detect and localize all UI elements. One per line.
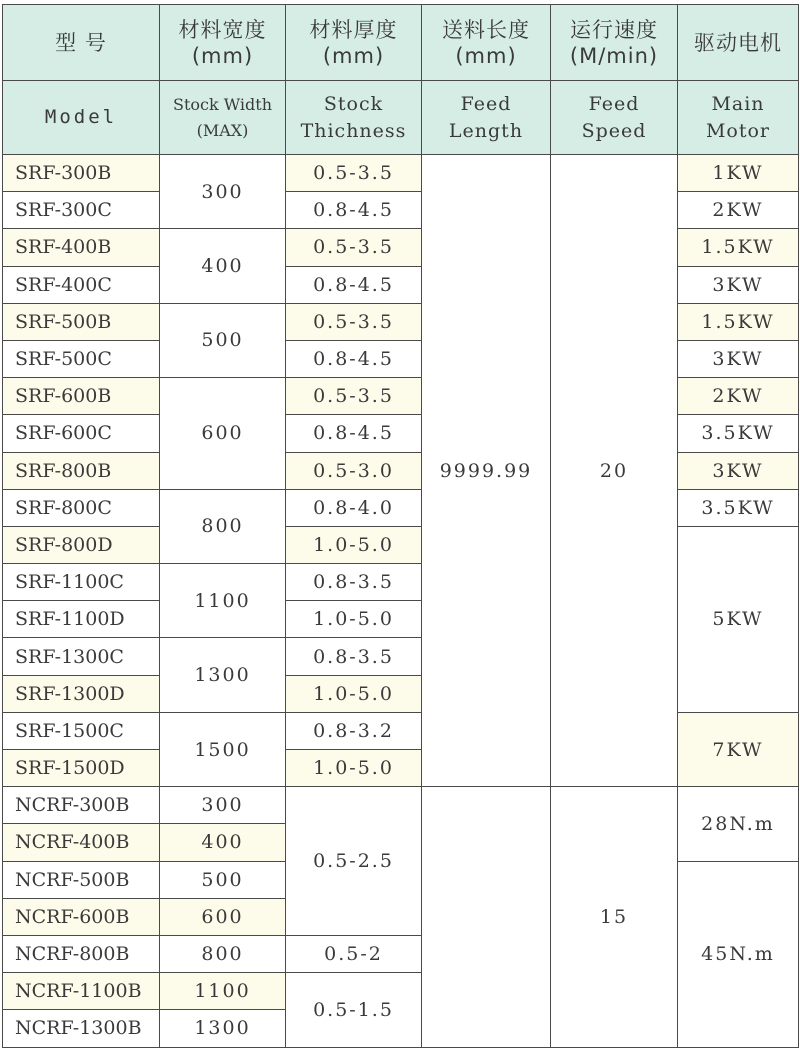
table-row bbox=[3, 526, 799, 563]
motor-cell: 28N.m bbox=[678, 787, 799, 861]
width-cn-unit: (mm) bbox=[191, 43, 254, 68]
motor-cell: 5KW bbox=[678, 526, 799, 712]
model-cell: SRF-600B bbox=[3, 378, 160, 415]
motor-cell: 3KW bbox=[678, 266, 799, 303]
model-cell: NCRF-800B bbox=[3, 935, 160, 972]
thickness-cell: 0.8-4.5 bbox=[286, 340, 422, 377]
table-row bbox=[3, 787, 799, 824]
width-en-label: Stock Width bbox=[172, 94, 273, 114]
width-cell: 800 bbox=[160, 489, 286, 563]
motor-cell: 2KW bbox=[678, 192, 799, 229]
thickness-cell: 0.8-4.5 bbox=[286, 192, 422, 229]
model-cell: NCRF-300B bbox=[3, 787, 160, 824]
feed-length-cell-empty bbox=[422, 787, 551, 1047]
spec-table bbox=[2, 4, 799, 1048]
model-cell: SRF-800C bbox=[3, 489, 160, 526]
thickness-cn-label: 材料厚度 bbox=[309, 17, 398, 42]
table-row bbox=[3, 378, 799, 415]
motor-en-label-1: Main bbox=[711, 92, 765, 115]
width-cell: 400 bbox=[160, 824, 286, 861]
width-cell: 400 bbox=[160, 229, 286, 303]
thickness-cell: 0.5-3.5 bbox=[286, 155, 422, 192]
model-cell: SRF-500B bbox=[3, 303, 160, 340]
header-feed-length-en bbox=[422, 81, 551, 155]
header-width-cn bbox=[160, 5, 286, 81]
table-row bbox=[3, 303, 799, 340]
model-cell: SRF-1300C bbox=[3, 638, 160, 675]
table-row bbox=[3, 340, 799, 377]
feed-length-cn-label: 送料长度 bbox=[442, 17, 530, 42]
model-cell: NCRF-400B bbox=[3, 824, 160, 861]
speed-cell: 15 bbox=[551, 787, 678, 1047]
width-cell: 1100 bbox=[160, 564, 286, 638]
model-cell: SRF-1500D bbox=[3, 750, 160, 787]
motor-cell: 3.5KW bbox=[678, 415, 799, 452]
thickness-cell: 0.5-2 bbox=[286, 935, 422, 972]
table-row bbox=[3, 489, 799, 526]
model-cell: SRF-1100C bbox=[3, 564, 160, 601]
thickness-cell: 0.8-3.2 bbox=[286, 712, 422, 749]
thickness-cell: 0.5-3.5 bbox=[286, 229, 422, 266]
header-row-en bbox=[3, 81, 799, 155]
motor-cell: 7KW bbox=[678, 712, 799, 786]
table-row bbox=[3, 192, 799, 229]
width-cell: 500 bbox=[160, 861, 286, 898]
header-model-en: Model bbox=[3, 81, 160, 155]
table-row bbox=[3, 415, 799, 452]
model-cell: SRF-500C bbox=[3, 340, 160, 377]
header-feed-length-cn bbox=[422, 5, 551, 81]
width-cell: 300 bbox=[160, 787, 286, 824]
width-cell: 600 bbox=[160, 378, 286, 490]
feed-length-en-label-2: Length bbox=[448, 119, 524, 142]
model-cell: SRF-800D bbox=[3, 526, 160, 563]
motor-cell: 1.5KW bbox=[678, 303, 799, 340]
thickness-cell: 0.8-3.5 bbox=[286, 564, 422, 601]
motor-cell: 45N.m bbox=[678, 861, 799, 1047]
model-cell: SRF-300B bbox=[3, 155, 160, 192]
width-cell: 800 bbox=[160, 935, 286, 972]
feed-length-cell: 9999.99 bbox=[422, 155, 551, 787]
width-cell: 600 bbox=[160, 898, 286, 935]
motor-cell: 3KW bbox=[678, 452, 799, 489]
model-cell: NCRF-500B bbox=[3, 861, 160, 898]
header-model-cn: 型 号 bbox=[3, 5, 160, 81]
model-cell: NCRF-1300B bbox=[3, 1010, 160, 1047]
table-row bbox=[3, 452, 799, 489]
header-width-en bbox=[160, 81, 286, 155]
motor-cell: 2KW bbox=[678, 378, 799, 415]
thickness-en-label-2: Thichness bbox=[300, 119, 407, 142]
thickness-cell: 1.0-5.0 bbox=[286, 750, 422, 787]
model-cell: SRF-800B bbox=[3, 452, 160, 489]
model-cell: SRF-400C bbox=[3, 266, 160, 303]
header-row-cn bbox=[3, 5, 799, 81]
header-thickness-cn bbox=[286, 5, 422, 81]
model-cell: NCRF-1100B bbox=[3, 973, 160, 1010]
table-row bbox=[3, 155, 799, 192]
width-cn-label: 材料宽度 bbox=[178, 17, 267, 42]
width-en-max: (MAX) bbox=[196, 120, 249, 140]
thickness-cell: 0.5-1.5 bbox=[286, 973, 422, 1047]
motor-en-label-2: Motor bbox=[705, 119, 771, 142]
header-thickness-en bbox=[286, 81, 422, 155]
thickness-cell: 0.8-4.5 bbox=[286, 266, 422, 303]
width-cell: 1300 bbox=[160, 1010, 286, 1047]
thickness-cell: 1.0-5.0 bbox=[286, 526, 422, 563]
thickness-cell: 1.0-5.0 bbox=[286, 675, 422, 712]
speed-cn-unit: (M/min) bbox=[569, 43, 659, 68]
thickness-cell: 0.5-3.5 bbox=[286, 303, 422, 340]
speed-en-label-1: Feed bbox=[588, 92, 640, 115]
thickness-cell: 0.5-3.0 bbox=[286, 452, 422, 489]
speed-en-label-2: Speed bbox=[581, 119, 647, 142]
model-cell: SRF-400B bbox=[3, 229, 160, 266]
speed-cn-label: 运行速度 bbox=[570, 17, 658, 42]
header-motor-en bbox=[678, 81, 799, 155]
model-cell: SRF-300C bbox=[3, 192, 160, 229]
width-cell: 300 bbox=[160, 155, 286, 229]
table-row bbox=[3, 229, 799, 266]
thickness-cell: 1.0-5.0 bbox=[286, 601, 422, 638]
width-cell: 1300 bbox=[160, 638, 286, 712]
thickness-cell: 0.8-4.5 bbox=[286, 415, 422, 452]
model-cell: SRF-1100D bbox=[3, 601, 160, 638]
speed-cell: 20 bbox=[551, 155, 678, 787]
motor-cell: 1KW bbox=[678, 155, 799, 192]
feed-length-en-label-1: Feed bbox=[460, 92, 512, 115]
thickness-cell: 0.8-4.0 bbox=[286, 489, 422, 526]
header-speed-en bbox=[551, 81, 678, 155]
motor-cell: 1.5KW bbox=[678, 229, 799, 266]
header-speed-cn bbox=[551, 5, 678, 81]
feed-length-cn-unit: (mm) bbox=[455, 43, 517, 68]
width-cell: 500 bbox=[160, 303, 286, 377]
width-cell: 1100 bbox=[160, 973, 286, 1010]
thickness-cell: 0.5-3.5 bbox=[286, 378, 422, 415]
thickness-en-label-1: Stock bbox=[323, 92, 384, 115]
model-cell: NCRF-600B bbox=[3, 898, 160, 935]
header-motor-cn: 驱动电机 bbox=[678, 5, 799, 81]
thickness-cell: 0.8-3.5 bbox=[286, 638, 422, 675]
motor-cell: 3.5KW bbox=[678, 489, 799, 526]
thickness-cell: 0.5-2.5 bbox=[286, 787, 422, 936]
model-cell: SRF-1500C bbox=[3, 712, 160, 749]
thickness-cn-unit: (mm) bbox=[322, 43, 385, 68]
table-row bbox=[3, 712, 799, 749]
model-cell: SRF-600C bbox=[3, 415, 160, 452]
motor-cell: 3KW bbox=[678, 340, 799, 377]
model-cell: SRF-1300D bbox=[3, 675, 160, 712]
table-row bbox=[3, 266, 799, 303]
width-cell: 1500 bbox=[160, 712, 286, 786]
